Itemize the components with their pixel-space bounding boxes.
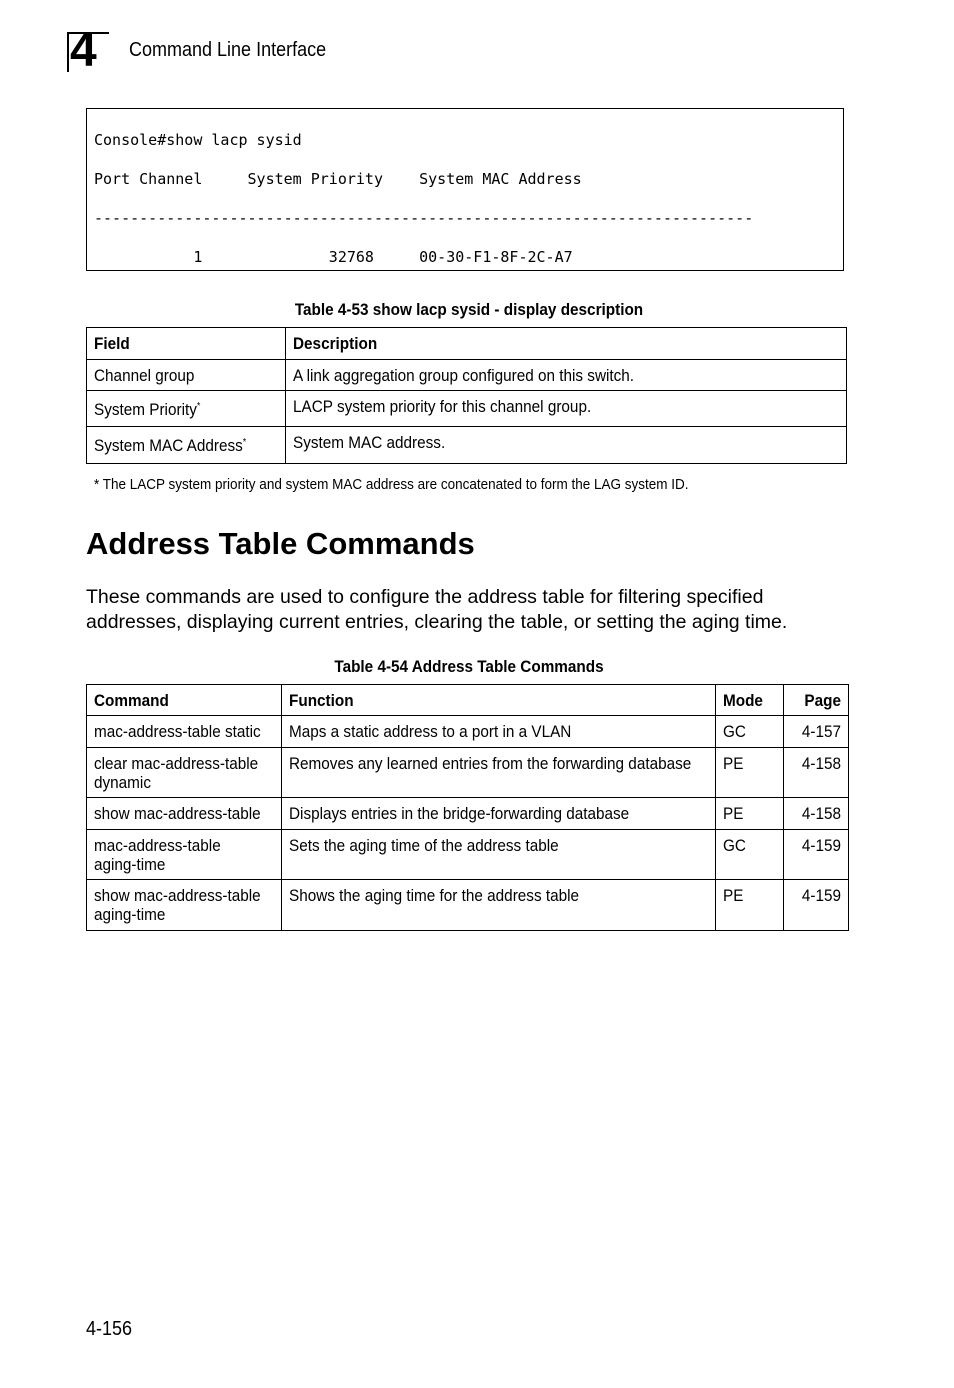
table-row bbox=[87, 391, 847, 427]
section-heading: Address Table Commands bbox=[86, 526, 475, 561]
console-line: Console#show lacp sysid bbox=[94, 131, 302, 150]
table-header-row bbox=[87, 328, 847, 360]
command-cell: mac-address-table aging-time bbox=[87, 830, 282, 880]
description-cell: LACP system priority for this channel group. bbox=[286, 391, 847, 427]
page-cell: 4-158 bbox=[784, 748, 849, 798]
table-row bbox=[87, 360, 847, 391]
command-cell: show mac-address-table bbox=[87, 798, 282, 830]
table-row bbox=[87, 748, 849, 798]
table-header-row bbox=[87, 685, 849, 716]
running-header-title: Command Line Interface bbox=[129, 39, 327, 61]
footnote-marker: * bbox=[196, 401, 201, 412]
table-row bbox=[87, 427, 847, 464]
console-line: 1 32768 00-30-F1-8F-2C-A7 bbox=[94, 247, 573, 266]
column-header-command: Command bbox=[87, 685, 282, 716]
table-caption: Table 4-54 Address Table Commands bbox=[334, 657, 604, 676]
chapter-number: 4 bbox=[70, 24, 97, 77]
page-cell: 4-159 bbox=[784, 880, 849, 931]
page-cell: 4-157 bbox=[784, 716, 849, 748]
function-cell: Maps a static address to a port in a VLAN bbox=[282, 716, 716, 748]
column-header-mode: Mode bbox=[716, 685, 784, 716]
table-row bbox=[87, 798, 849, 830]
page-cell: 4-158 bbox=[784, 798, 849, 830]
column-header-page: Page bbox=[784, 685, 849, 716]
column-header-field: Field bbox=[87, 328, 286, 360]
mode-cell: PE bbox=[716, 880, 784, 931]
field-cell: System Priority* bbox=[87, 391, 286, 427]
mode-cell: GC bbox=[716, 716, 784, 748]
console-output-block bbox=[86, 108, 844, 271]
command-cell: mac-address-table static bbox=[87, 716, 282, 748]
column-header-description: Description bbox=[286, 328, 847, 360]
table-footnote: * The LACP system priority and system MAC address are concatenated to form the LAG system ID. bbox=[94, 476, 689, 493]
function-cell: Shows the aging time for the address table bbox=[282, 880, 716, 931]
column-header-function: Function bbox=[282, 685, 716, 716]
section-intro-paragraph: These commands are used to configure the address table for filtering specified addresses, displaying current entries, clearing the table, or setting the aging time. bbox=[86, 586, 788, 633]
function-cell: Removes any learned entries from the forwarding database bbox=[282, 748, 716, 798]
mode-cell: GC bbox=[716, 830, 784, 880]
table-caption: Table 4-53 show lacp sysid - display description bbox=[294, 300, 644, 319]
function-cell: Sets the aging time of the address table bbox=[282, 830, 716, 880]
mode-cell: PE bbox=[716, 748, 784, 798]
footnote-marker: * bbox=[242, 437, 247, 448]
command-cell: clear mac-address-table dynamic bbox=[87, 748, 282, 798]
command-cell: show mac-address-table aging-time bbox=[87, 880, 282, 931]
function-cell: Displays entries in the bridge-forwarding database bbox=[282, 798, 716, 830]
console-line: Port Channel System Priority System MAC Address bbox=[94, 170, 582, 189]
address-table-commands-table bbox=[86, 684, 849, 931]
field-cell: System MAC Address* bbox=[87, 427, 286, 464]
description-cell: System MAC address. bbox=[286, 427, 847, 464]
page-number: 4-156 bbox=[86, 1318, 133, 1340]
table-row bbox=[87, 880, 849, 931]
table-row bbox=[87, 830, 849, 880]
field-cell: Channel group bbox=[87, 360, 286, 391]
table-row bbox=[87, 716, 849, 748]
page-cell: 4-159 bbox=[784, 830, 849, 880]
description-cell: A link aggregation group configured on this switch. bbox=[286, 360, 847, 391]
console-line: ------------------------------------------------------------------------- bbox=[94, 209, 754, 228]
mode-cell: PE bbox=[716, 798, 784, 830]
display-description-table bbox=[86, 327, 847, 464]
